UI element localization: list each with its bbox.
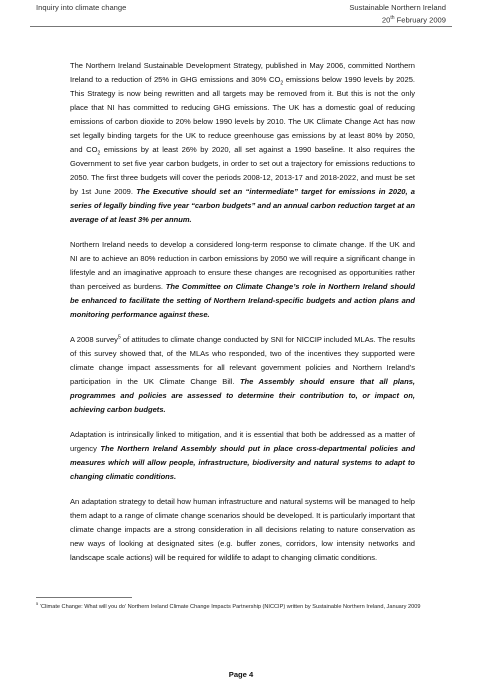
footnote-reference[interactable]: 5 [117, 334, 121, 341]
footnote-mark: 5 [36, 601, 39, 606]
paragraph-emissions-targets [70, 59, 415, 227]
text-run: Adaptation is intrinsically linked to mitigation, and it is essential that both be addressed as a matter of urgency [70, 430, 415, 453]
text-run: emissions by at least 26% by 2020, all set against a 1990 baseline. It also requires the Government to set five year carbon budgets, in order to set out a trajectory for emissions reductions to 2050. The first three budgets will cover the periods 2008-12, 2013-17 and 2018-2022, and must be set by 1st June 2009. [70, 145, 415, 196]
paragraph-long-term-response [70, 238, 415, 322]
header-date-suffix: th [390, 15, 395, 21]
text-run: An adaptation strategy to detail how human infrastructure and natural systems will be managed to help them adapt to a range of climate change scenarios should be developed. It is particularly important that climate change impacts are a strong consideration in all decisions relating to nature conservation as new ways of looking at designated sites (e.g. buffer zones, corridors, low intensity networks and landscape scale actions) will be required for wildlife to adapt to changing climatic conditions. [70, 497, 415, 562]
header-organisation-and-date [349, 3, 446, 26]
page-number: Page 4 [228, 670, 254, 679]
header-date-day: 20 [381, 15, 391, 25]
document-body [70, 59, 415, 576]
paragraph-survey [70, 333, 415, 417]
recommendation-text: The Assembly should ensure that all plans, programmes and policies are assessed to determine their contribution to, or impact on, achieving carbon budgets. [70, 377, 415, 414]
recommendation-text: The Northern Ireland Assembly should put in place cross-departmental policies and measures which will allow people, infrastructure, biodiversity and natural systems to adapt to changing climatic conditions. [70, 444, 415, 481]
header-divider [30, 26, 452, 27]
recommendation-text: The Committee on Climate Change’s role in Northern Ireland should be enhanced to facilitate the setting of Northern Ireland-specific budgets and action plans and monitoring performance against these. [70, 282, 415, 319]
header-doc-title: Inquiry into climate change [36, 3, 127, 12]
text-run: A 2008 survey [70, 335, 118, 344]
recommendation-text: The Executive should set an “intermediate” target for emissions in 2020, a series of legally binding five year “carbon budgets” and an annual carbon reduction target at an average of at least 3% per annum. [70, 187, 415, 224]
paragraph-adaptation [70, 428, 415, 484]
paragraph-adaptation-strategy [70, 495, 415, 565]
subscript: 2 [280, 80, 284, 87]
text-run: The Northern Ireland Sustainable Development Strategy, published in May 2006, committed Northern Ireland to a reduction of 25% in GHG emissions and 30% CO [70, 61, 415, 84]
text-run: of attitudes to climate change conducted by SNI for NICCIP included MLAs. The results of this survey showed that, of the MLAs who responded, two of the incentives they supported were climate change impact assessments for all relevant government policies and Northern Ireland’s participation in the UK Climate Change Bill. [70, 335, 416, 386]
text-run: emissions below 1990 levels by 2025. This Strategy is now being rewritten and all targets may be removed from it. But this is not the only place that NI has committed to reducing GHG emissions. The UK has a domestic goal of reducing emissions of carbon dioxide to 20% below 1990 levels by 2010. The UK Climate Change Act has now set legally binding targets for the UK to reduce greenhouse gas emissions by at least 80% by 2050, and CO [70, 75, 415, 154]
footnote-text: ‘Climate Change: What will you do’ Northern Ireland Climate Change Impacts Partnership (NICCIP) written by Sustainable Northern Ireland, January 2009 [38, 603, 421, 610]
header-organisation: Sustainable Northern Ireland [349, 3, 446, 12]
subscript: 2 [97, 150, 101, 157]
header-date [349, 13, 446, 26]
text-run: Northern Ireland needs to develop a considered long-term response to climate change. If the UK and NI are to achieve an 80% reduction in carbon emissions by 2050 we will require a significant change in lifestyle and an imaginative approach to ensure these changes are recognised as opportunities rather than perceived as burdens. [70, 240, 415, 291]
footnote-divider [36, 597, 132, 598]
header-date-rest: February 2009 [394, 15, 446, 25]
footnote [36, 600, 456, 611]
